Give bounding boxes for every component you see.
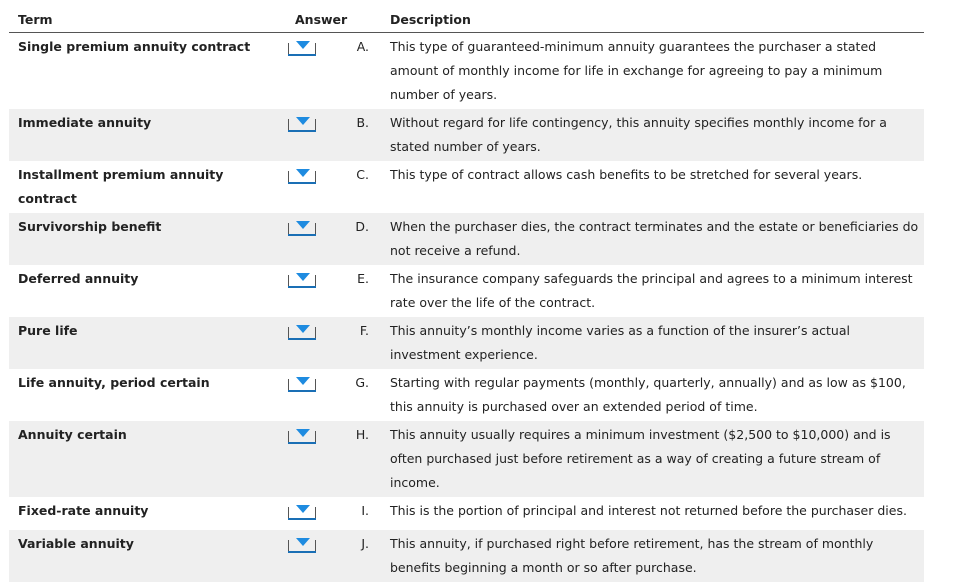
table-row xyxy=(9,497,924,530)
option-description: Without regard for life contingency, this annuity specifies monthly income for a stated number of years. xyxy=(369,109,924,161)
option-letter: F. xyxy=(341,317,369,369)
dropdown-edge xyxy=(315,43,316,54)
dropdown-edge xyxy=(315,431,316,442)
answer-cell xyxy=(287,213,341,265)
term-label: Fixed-rate annuity xyxy=(9,497,287,530)
dropdown-edge xyxy=(315,223,316,234)
term-label: Life annuity, period certain xyxy=(9,369,287,421)
dropdown-edge xyxy=(315,119,316,130)
table-header-row xyxy=(9,8,924,33)
table-row xyxy=(9,369,924,421)
option-letter: B. xyxy=(341,109,369,161)
option-description: The insurance company safeguards the principal and agrees to a minimum interest rate over the life of the contract. xyxy=(369,265,924,317)
answer-cell xyxy=(287,530,341,582)
option-description: This annuity’s monthly income varies as a function of the insurer’s actual investment experience. xyxy=(369,317,924,369)
option-description: This type of guaranteed-minimum annuity guarantees the purchaser a stated amount of monthly income for life in exchange for agreeing to pay a minimum number of years. xyxy=(369,33,924,110)
dropdown-edge xyxy=(288,275,289,286)
answer-cell xyxy=(287,33,341,110)
dropdown-edge xyxy=(315,540,316,551)
dropdown-edge xyxy=(288,540,289,551)
description-column-header: Description xyxy=(369,8,924,33)
dropdown-edge xyxy=(288,43,289,54)
dropdown-edge xyxy=(315,275,316,286)
chevron-down-icon xyxy=(296,538,310,546)
chevron-down-icon xyxy=(296,41,310,49)
answer-cell xyxy=(287,497,341,530)
term-label: Annuity certain xyxy=(9,421,287,497)
option-letter: D. xyxy=(341,213,369,265)
answer-dropdown[interactable] xyxy=(288,38,316,56)
table-row xyxy=(9,109,924,161)
option-letter: A. xyxy=(341,33,369,110)
answer-dropdown[interactable] xyxy=(288,426,316,444)
chevron-down-icon xyxy=(296,377,310,385)
dropdown-underline xyxy=(288,234,316,236)
option-description: This type of contract allows cash benefits to be stretched for several years. xyxy=(369,161,924,213)
dropdown-underline xyxy=(288,551,316,553)
table-row xyxy=(9,213,924,265)
term-label: Variable annuity xyxy=(9,530,287,582)
term-label: Installment premium annuity contract xyxy=(9,161,287,213)
answer-cell xyxy=(287,161,341,213)
answer-cell xyxy=(287,109,341,161)
table-row xyxy=(9,33,924,110)
dropdown-underline xyxy=(288,182,316,184)
table-row xyxy=(9,530,924,582)
answer-cell xyxy=(287,421,341,497)
dropdown-edge xyxy=(288,171,289,182)
option-letter: E. xyxy=(341,265,369,317)
chevron-down-icon xyxy=(296,117,310,125)
answer-dropdown[interactable] xyxy=(288,114,316,132)
dropdown-edge xyxy=(315,327,316,338)
table-row xyxy=(9,265,924,317)
dropdown-edge xyxy=(288,507,289,518)
chevron-down-icon xyxy=(296,169,310,177)
term-label: Survivorship benefit xyxy=(9,213,287,265)
dropdown-underline xyxy=(288,442,316,444)
answer-cell xyxy=(287,317,341,369)
option-letter: G. xyxy=(341,369,369,421)
option-description: This is the portion of principal and interest not returned before the purchaser dies. xyxy=(369,497,924,530)
dropdown-edge xyxy=(288,327,289,338)
term-label: Pure life xyxy=(9,317,287,369)
dropdown-underline xyxy=(288,518,316,520)
table-body xyxy=(9,33,924,582)
answer-cell xyxy=(287,369,341,421)
matching-table xyxy=(9,8,924,582)
option-letter: J. xyxy=(341,530,369,582)
term-column-header: Term xyxy=(9,8,287,33)
option-description: This annuity usually requires a minimum investment ($2,500 to $10,000) and is often purchased just before retirement as a way of creating a future stream of income. xyxy=(369,421,924,497)
term-label: Immediate annuity xyxy=(9,109,287,161)
term-label: Deferred annuity xyxy=(9,265,287,317)
table-row xyxy=(9,421,924,497)
dropdown-edge xyxy=(288,431,289,442)
table-row xyxy=(9,317,924,369)
chevron-down-icon xyxy=(296,221,310,229)
option-description: This annuity, if purchased right before retirement, has the stream of monthly benefits beginning a month or so after purchase. xyxy=(369,530,924,582)
answer-column-header: Answer xyxy=(287,8,341,33)
chevron-down-icon xyxy=(296,273,310,281)
dropdown-underline xyxy=(288,338,316,340)
option-description: When the purchaser dies, the contract terminates and the estate or beneficiaries do not receive a refund. xyxy=(369,213,924,265)
answer-dropdown[interactable] xyxy=(288,270,316,288)
chevron-down-icon xyxy=(296,429,310,437)
option-letter: I. xyxy=(341,497,369,530)
dropdown-underline xyxy=(288,54,316,56)
dropdown-edge xyxy=(288,223,289,234)
dropdown-underline xyxy=(288,286,316,288)
table-row xyxy=(9,161,924,213)
dropdown-edge xyxy=(315,171,316,182)
answer-dropdown[interactable] xyxy=(288,535,316,553)
option-letter: C. xyxy=(341,161,369,213)
dropdown-edge xyxy=(315,507,316,518)
dropdown-edge xyxy=(288,119,289,130)
dropdown-edge xyxy=(288,379,289,390)
option-letter: H. xyxy=(341,421,369,497)
answer-dropdown[interactable] xyxy=(288,218,316,236)
answer-dropdown[interactable] xyxy=(288,502,316,520)
chevron-down-icon xyxy=(296,505,310,513)
term-label: Single premium annuity contract xyxy=(9,33,287,110)
chevron-down-icon xyxy=(296,325,310,333)
answer-cell xyxy=(287,265,341,317)
dropdown-edge xyxy=(315,379,316,390)
option-description: Starting with regular payments (monthly, quarterly, annually) and as low as $100, this annuity is purchased over an extended period of time. xyxy=(369,369,924,421)
answer-dropdown[interactable] xyxy=(288,166,316,184)
answer-dropdown[interactable] xyxy=(288,374,316,392)
answer-dropdown[interactable] xyxy=(288,322,316,340)
dropdown-underline xyxy=(288,130,316,132)
dropdown-underline xyxy=(288,390,316,392)
